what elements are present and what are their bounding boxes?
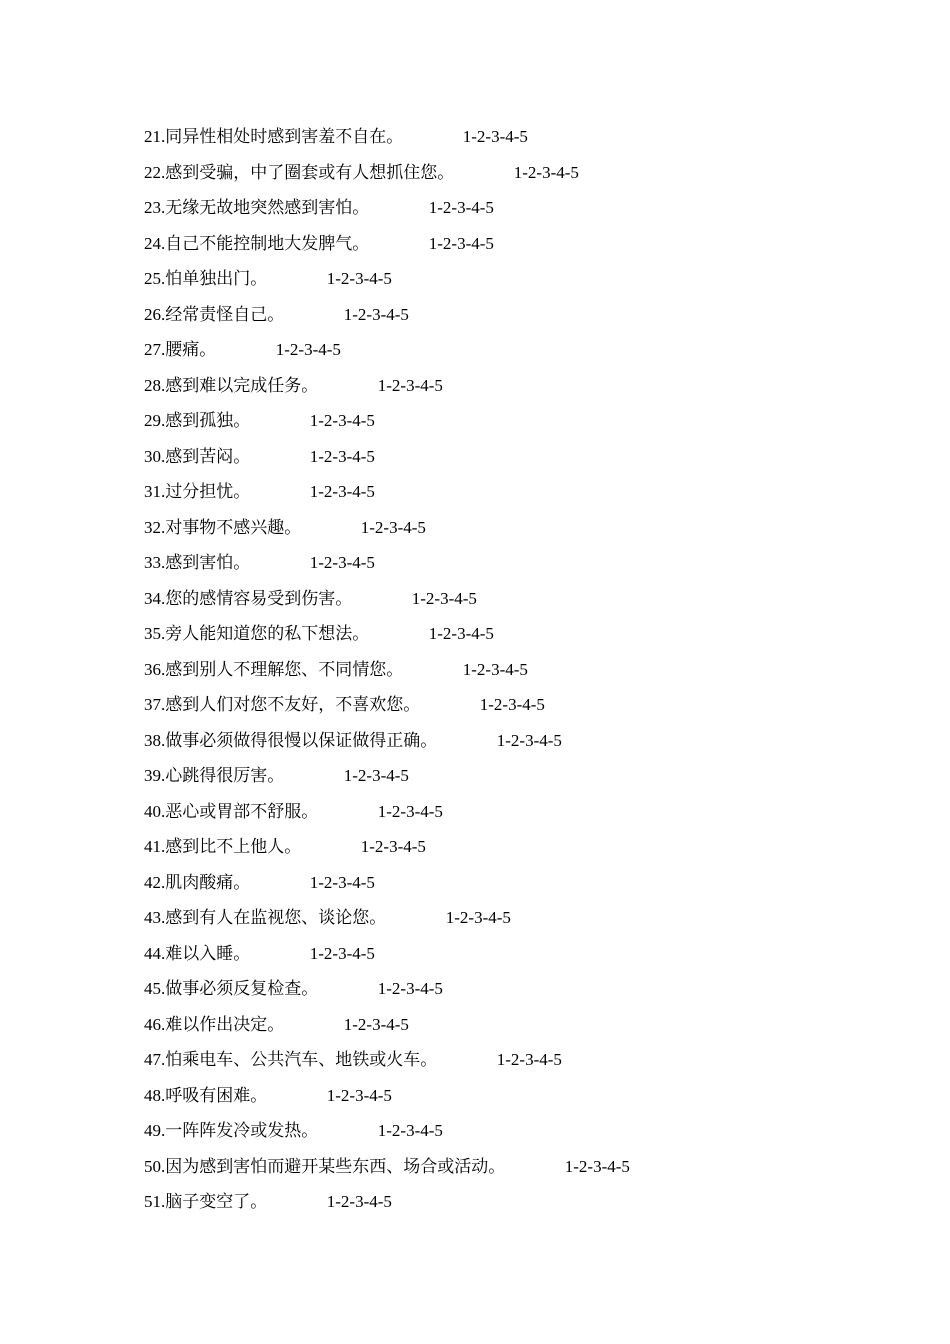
item-spacer	[267, 269, 327, 288]
item-rating-scale: 1-2-3-4-5	[411, 588, 477, 608]
item-question-text: 35.旁人能知道您的私下想法。	[144, 624, 370, 643]
item-rating-scale: 1-2-3-4-5	[309, 411, 375, 430]
item-spacer	[318, 979, 378, 998]
item-rating-scale: 1-2-3-4-5	[377, 1121, 443, 1140]
item-rating-scale: 1-2-3-4-5	[309, 446, 375, 466]
questionnaire-item	[144, 723, 844, 759]
questionnaire-item	[144, 652, 844, 688]
item-question-text: 47.怕乘电车、公共汽车、地铁或火车。	[144, 1050, 438, 1069]
item-spacer	[403, 660, 463, 679]
questionnaire-item	[144, 439, 844, 475]
questionnaire-item	[144, 1113, 844, 1149]
item-spacer	[369, 234, 429, 253]
item-rating-scale: 1-2-3-4-5	[462, 659, 528, 679]
item-question-text: 42.肌肉酸痛。	[144, 872, 251, 892]
questionnaire-item	[144, 616, 844, 652]
questionnaire-item	[144, 368, 844, 404]
item-rating-scale: 1-2-3-4-5	[360, 517, 426, 537]
item-rating-scale: 1-2-3-4-5	[479, 695, 545, 714]
item-spacer	[216, 340, 276, 359]
item-spacer	[250, 411, 310, 430]
questionnaire-item	[144, 794, 844, 830]
item-spacer	[403, 127, 463, 146]
questionnaire-item	[144, 865, 844, 901]
item-question-text: 28.感到难以完成任务。	[144, 375, 319, 395]
item-question-text: 44.难以入睡。	[144, 943, 251, 963]
item-spacer	[250, 553, 310, 572]
questionnaire-item	[144, 758, 844, 794]
item-rating-scale: 1-2-3-4-5	[513, 162, 579, 182]
item-question-text: 26.经常责怪自己。	[144, 304, 285, 324]
questionnaire-item	[144, 545, 844, 581]
item-spacer	[318, 802, 378, 821]
item-spacer	[454, 163, 514, 182]
item-question-text: 48.呼吸有困难。	[144, 1085, 268, 1105]
item-spacer	[284, 766, 344, 785]
item-question-text: 41.感到比不上他人。	[144, 837, 302, 856]
questionnaire-item	[144, 1184, 844, 1220]
questionnaire-item	[144, 332, 844, 368]
item-rating-scale: 1-2-3-4-5	[428, 198, 494, 217]
item-question-text: 27.腰痛。	[144, 340, 217, 359]
item-rating-scale: 1-2-3-4-5	[275, 340, 341, 359]
questionnaire-item	[144, 1042, 844, 1078]
item-spacer	[352, 589, 412, 608]
item-spacer	[369, 624, 429, 643]
item-rating-scale: 1-2-3-4-5	[377, 801, 443, 821]
item-spacer	[386, 908, 446, 927]
item-spacer	[267, 1192, 327, 1211]
questionnaire-item	[144, 155, 844, 191]
questionnaire-item	[144, 403, 844, 439]
item-rating-scale: 1-2-3-4-5	[428, 233, 494, 253]
questionnaire-item	[144, 474, 844, 510]
item-rating-scale: 1-2-3-4-5	[377, 375, 443, 395]
item-question-text: 50.因为感到害怕而避开某些东西、场合或活动。	[144, 1156, 506, 1176]
item-spacer	[369, 198, 429, 217]
questionnaire-item	[144, 1078, 844, 1114]
item-rating-scale: 1-2-3-4-5	[343, 766, 409, 785]
item-question-text: 22.感到受骗，中了圈套或有人想抓住您。	[144, 162, 455, 182]
item-question-text: 24.自己不能控制地大发脾气。	[144, 233, 370, 253]
item-question-text: 46.难以作出决定。	[144, 1014, 285, 1034]
item-spacer	[301, 518, 361, 537]
item-question-text: 30.感到苦闷。	[144, 446, 251, 466]
item-rating-scale: 1-2-3-4-5	[496, 1050, 562, 1069]
item-rating-scale: 1-2-3-4-5	[326, 1192, 392, 1211]
item-question-text: 36.感到别人不理解您、不同情您。	[144, 659, 404, 679]
item-rating-scale: 1-2-3-4-5	[326, 1085, 392, 1105]
item-spacer	[505, 1157, 565, 1176]
questionnaire-item	[144, 226, 844, 262]
item-question-text: 25.怕单独出门。	[144, 269, 268, 288]
item-rating-scale: 1-2-3-4-5	[309, 553, 375, 572]
item-spacer	[437, 731, 497, 750]
item-spacer	[284, 1015, 344, 1034]
item-question-text: 31.过分担忧。	[144, 482, 251, 501]
item-spacer	[284, 305, 344, 324]
item-spacer	[301, 837, 361, 856]
item-question-text: 34.您的感情容易受到伤害。	[144, 588, 353, 608]
item-spacer	[267, 1086, 327, 1105]
questionnaire-item	[144, 687, 844, 723]
item-rating-scale: 1-2-3-4-5	[496, 730, 562, 750]
item-spacer	[420, 695, 480, 714]
item-question-text: 45.做事必须反复检查。	[144, 979, 319, 998]
questionnaire-item	[144, 581, 844, 617]
questionnaire-item	[144, 119, 844, 155]
item-rating-scale: 1-2-3-4-5	[309, 943, 375, 963]
questionnaire-item-list	[144, 119, 844, 1220]
item-rating-scale: 1-2-3-4-5	[309, 872, 375, 892]
item-rating-scale: 1-2-3-4-5	[326, 269, 392, 288]
item-rating-scale: 1-2-3-4-5	[428, 624, 494, 643]
item-question-text: 38.做事必须做得很慢以保证做得正确。	[144, 730, 438, 750]
item-question-text: 51.脑子变空了。	[144, 1192, 268, 1211]
item-spacer	[437, 1050, 497, 1069]
item-rating-scale: 1-2-3-4-5	[445, 908, 511, 927]
item-question-text: 33.感到害怕。	[144, 553, 251, 572]
questionnaire-item	[144, 261, 844, 297]
questionnaire-item	[144, 936, 844, 972]
questionnaire-item	[144, 1149, 844, 1185]
questionnaire-item	[144, 510, 844, 546]
questionnaire-item	[144, 297, 844, 333]
item-question-text: 43.感到有人在监视您、谈论您。	[144, 908, 387, 927]
item-spacer	[318, 376, 378, 395]
item-question-text: 40.恶心或胃部不舒服。	[144, 801, 319, 821]
questionnaire-item	[144, 190, 844, 226]
item-spacer	[250, 873, 310, 892]
questionnaire-item	[144, 900, 844, 936]
questionnaire-item	[144, 1007, 844, 1043]
questionnaire-item	[144, 829, 844, 865]
item-rating-scale: 1-2-3-4-5	[343, 1014, 409, 1034]
item-rating-scale: 1-2-3-4-5	[462, 127, 528, 146]
item-question-text: 29.感到孤独。	[144, 411, 251, 430]
item-spacer	[250, 447, 310, 466]
item-question-text: 37.感到人们对您不友好，不喜欢您。	[144, 695, 421, 714]
item-question-text: 49.一阵阵发冷或发热。	[144, 1121, 319, 1140]
questionnaire-item	[144, 971, 844, 1007]
item-rating-scale: 1-2-3-4-5	[377, 979, 443, 998]
item-rating-scale: 1-2-3-4-5	[309, 482, 375, 501]
item-question-text: 39.心跳得很厉害。	[144, 766, 285, 785]
item-question-text: 23.无缘无故地突然感到害怕。	[144, 198, 370, 217]
item-spacer	[250, 482, 310, 501]
item-spacer	[250, 944, 310, 963]
item-rating-scale: 1-2-3-4-5	[343, 304, 409, 324]
item-rating-scale: 1-2-3-4-5	[360, 837, 426, 856]
item-question-text: 32.对事物不感兴趣。	[144, 517, 302, 537]
item-question-text: 21.同异性相处时感到害羞不自在。	[144, 127, 404, 146]
item-spacer	[318, 1121, 378, 1140]
item-rating-scale: 1-2-3-4-5	[564, 1156, 630, 1176]
